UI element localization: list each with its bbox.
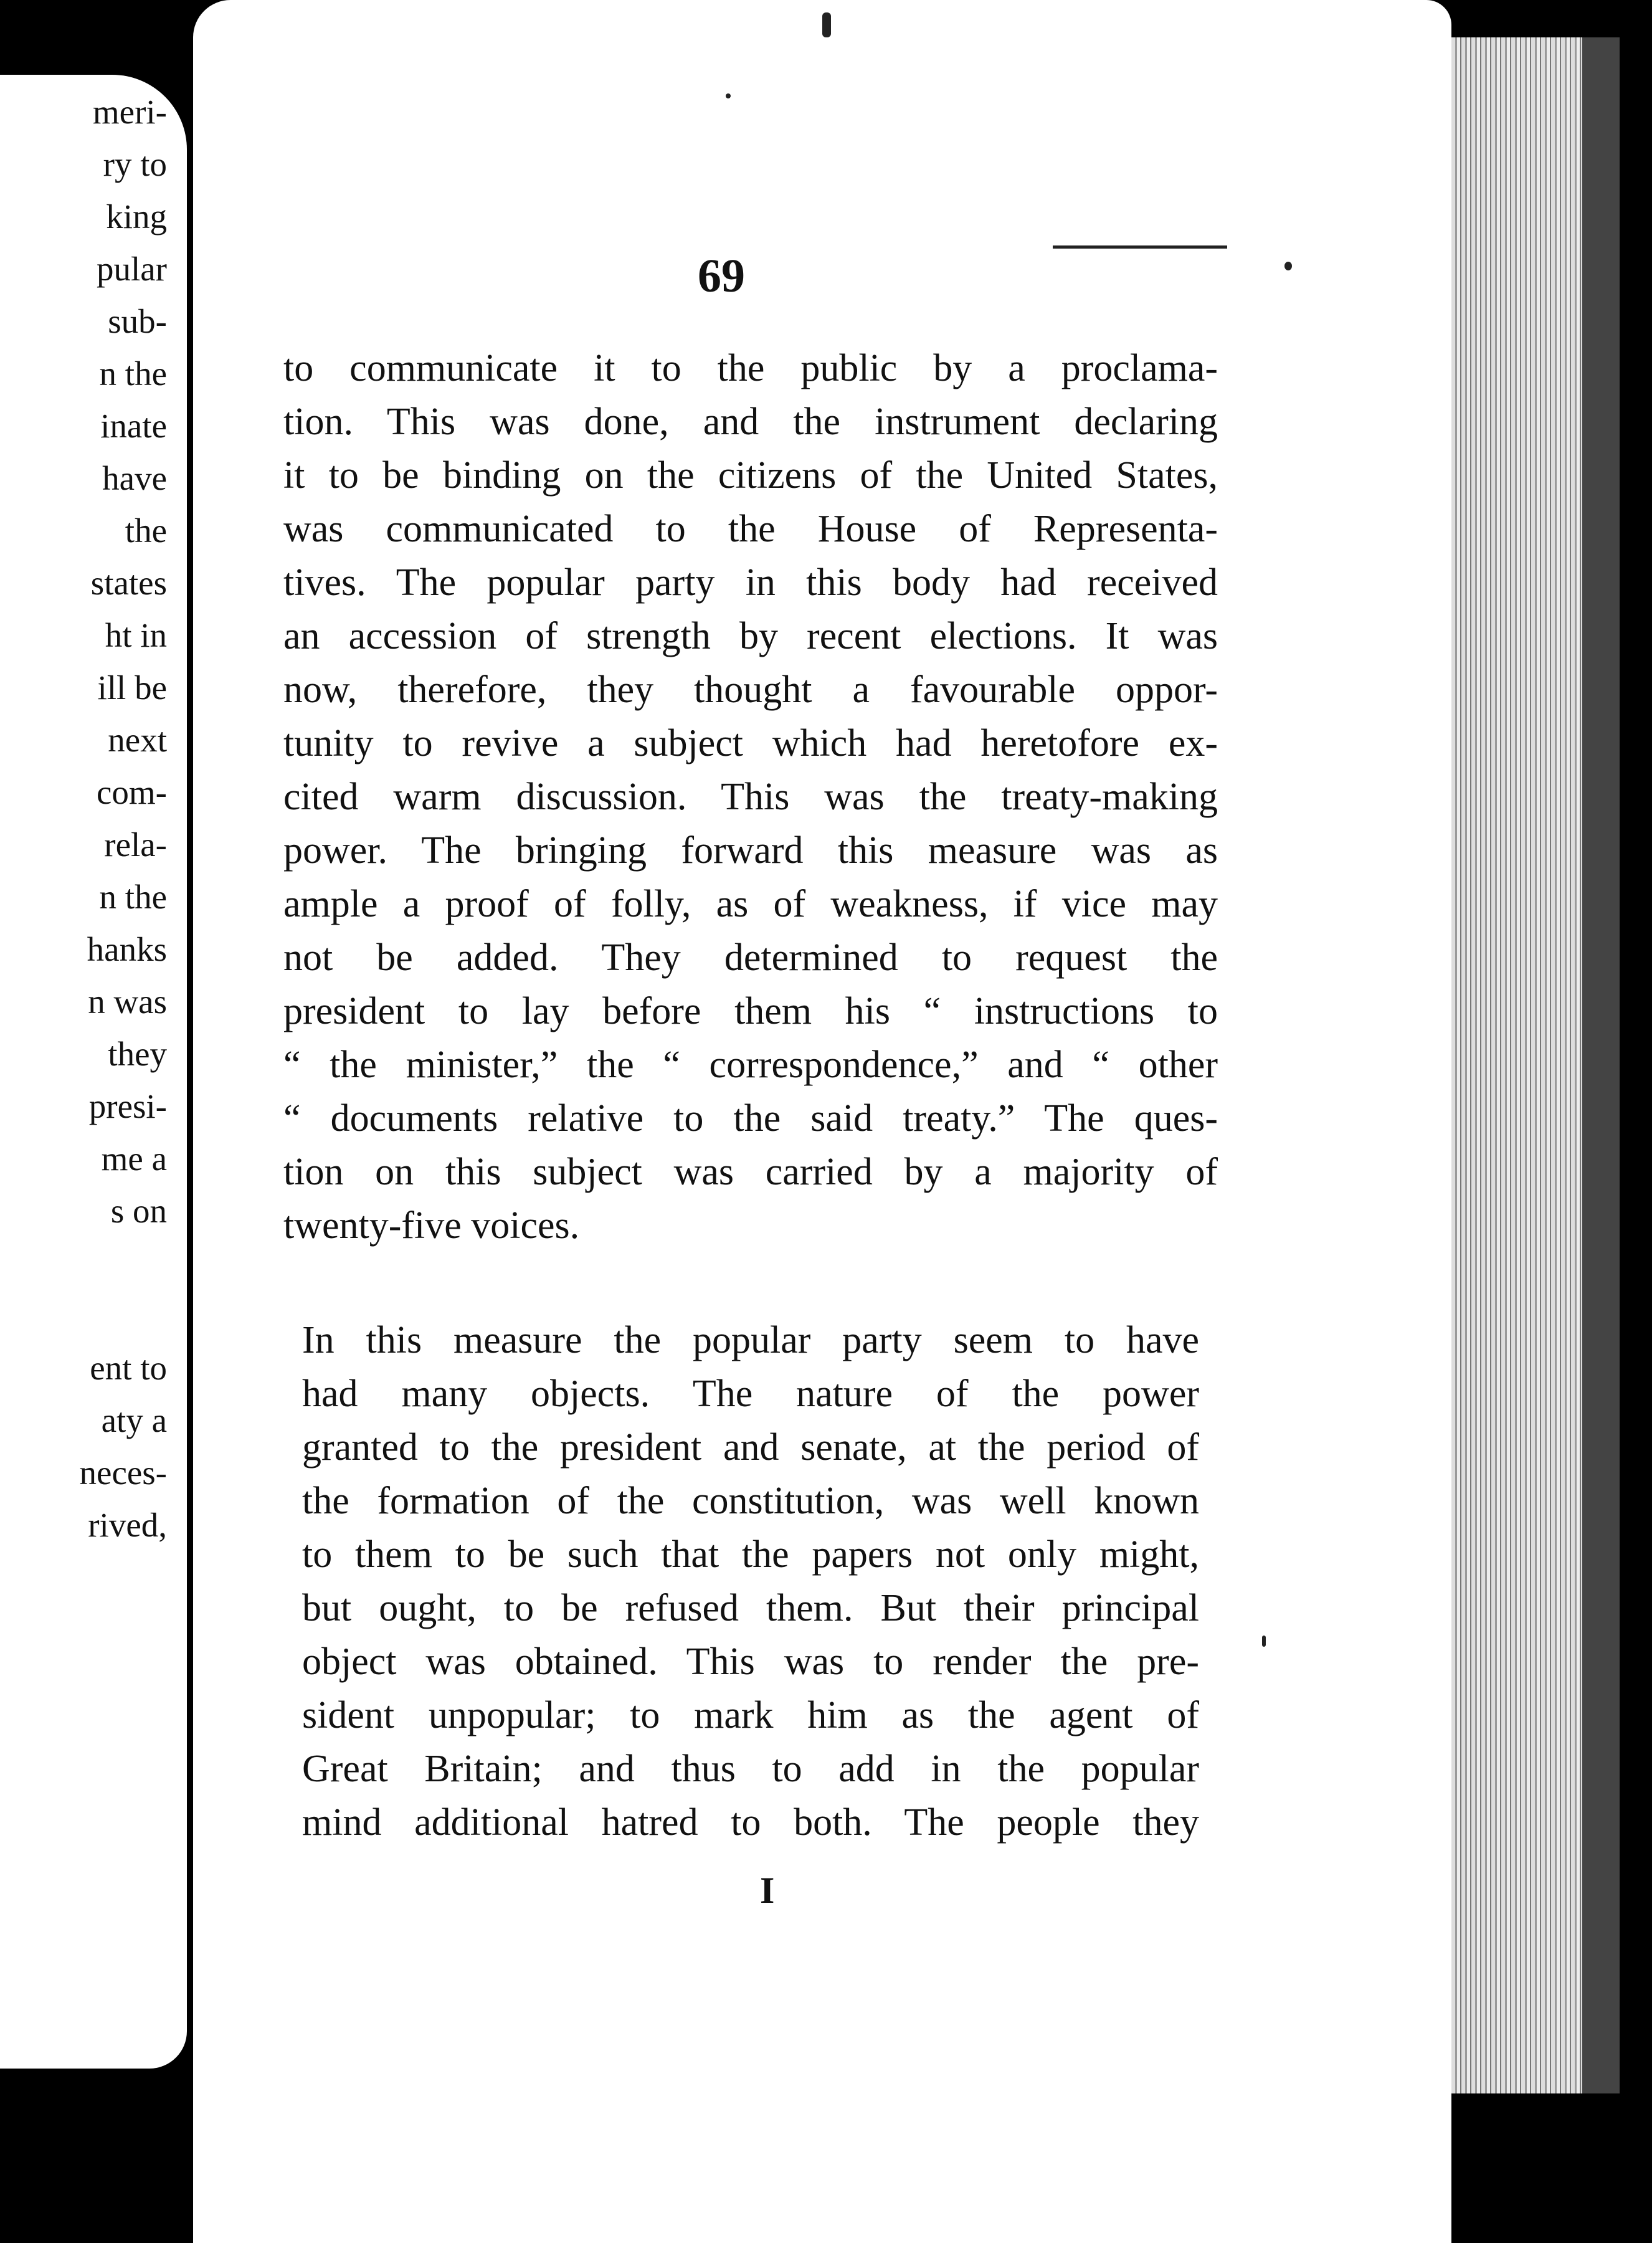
text-line: power. The bringing forward this measure was as: [283, 829, 1218, 872]
left-page-line: king: [106, 198, 167, 236]
left-page-line: aty a: [101, 1401, 167, 1439]
text-line: mind additional hatred to both. The people they: [302, 1801, 1199, 1844]
text-line: but ought, to be refused them. But their principal: [302, 1587, 1199, 1629]
text-line: granted to the president and senate, at the period of: [302, 1426, 1199, 1469]
text-line: president to lay before them his “ instructions to: [283, 990, 1218, 1032]
left-page-line: the: [125, 512, 167, 550]
left-page-line: com-: [96, 773, 167, 811]
left-page-line: they: [108, 1035, 167, 1073]
top-rule: [1053, 245, 1227, 249]
left-page-line: ent to: [90, 1349, 167, 1387]
page-edges: [1451, 37, 1582, 2093]
left-page-line: have: [102, 459, 167, 497]
text-line: not be added. They determined to request the: [283, 936, 1218, 979]
text-line: it to be binding on the citizens of the United States,: [283, 454, 1218, 497]
left-page-line: n the: [99, 878, 167, 916]
text-line: “ the minister,” the “ correspondence,” and “ other: [283, 1044, 1218, 1086]
text-line: tion on this subject was carried by a majority of: [283, 1151, 1218, 1193]
paragraph-1: [283, 341, 1218, 1252]
text-line: tunity to revive a subject which had heretofore ex-: [283, 722, 1218, 764]
text-line: tion. This was done, and the instrument declaring: [283, 401, 1218, 443]
signature-mark: I: [760, 1870, 775, 1911]
left-page-line: presi-: [88, 1087, 167, 1125]
text-line: had many objects. The nature of the power: [302, 1373, 1199, 1415]
left-page-line: pular: [96, 250, 167, 288]
previous-page-strip: [0, 75, 187, 2069]
text-line: In this measure the popular party seem to have: [302, 1319, 1199, 1361]
ink-speck: [822, 12, 831, 37]
left-page-line: sub-: [108, 302, 167, 340]
left-page-line: ht in: [105, 616, 167, 654]
ink-speck: [1262, 1636, 1266, 1647]
text-line: cited warm discussion. This was the treaty-making: [283, 776, 1218, 818]
left-page-line: meri-: [92, 93, 167, 131]
left-page-line: inate: [100, 407, 167, 445]
paragraph-gap: [283, 1252, 1218, 1313]
text-line: to communicate it to the public by a proclama-: [283, 347, 1218, 389]
text-line: “ documents relative to the said treaty.” The ques-: [283, 1097, 1218, 1140]
left-page-line: next: [108, 721, 167, 759]
page-number: 69: [698, 250, 745, 302]
left-page-line: s on: [110, 1192, 167, 1230]
text-line: the formation of the constitution, was well known: [302, 1480, 1199, 1522]
text-line: object was obtained. This was to render the pre-: [302, 1641, 1199, 1683]
left-page-line: rela-: [104, 826, 167, 864]
left-page-line: ry to: [103, 145, 167, 183]
left-page-line: n was: [88, 983, 167, 1021]
left-page-line: n the: [99, 355, 167, 393]
text-line: sident unpopular; to mark him as the agent of: [302, 1694, 1199, 1736]
text-line: twenty-five voices.: [283, 1204, 580, 1247]
left-page-line: hanks: [87, 930, 167, 968]
left-page-line: me a: [101, 1140, 167, 1178]
text-line: now, therefore, they thought a favourable oppor-: [283, 669, 1218, 711]
text-line: was communicated to the House of Representa-: [283, 508, 1218, 550]
ink-speck: [726, 93, 731, 98]
paragraph-2: [283, 1313, 1218, 1849]
book-cover-edge: [1582, 37, 1620, 2093]
left-page-line: ill be: [97, 669, 167, 707]
left-page-line: states: [90, 564, 167, 602]
ink-speck: [1284, 262, 1292, 270]
body-text: [283, 341, 1218, 1849]
left-page-line: rived,: [88, 1506, 167, 1544]
text-line: Great Britain; and thus to add in the popular: [302, 1748, 1199, 1790]
text-line: tives. The popular party in this body had received: [283, 561, 1218, 604]
text-line: to them to be such that the papers not only might,: [302, 1533, 1199, 1576]
text-line: ample a proof of folly, as of weakness, if vice may: [283, 883, 1218, 925]
text-line: an accession of strength by recent elections. It was: [283, 615, 1218, 657]
left-page-line: neces-: [79, 1454, 167, 1492]
